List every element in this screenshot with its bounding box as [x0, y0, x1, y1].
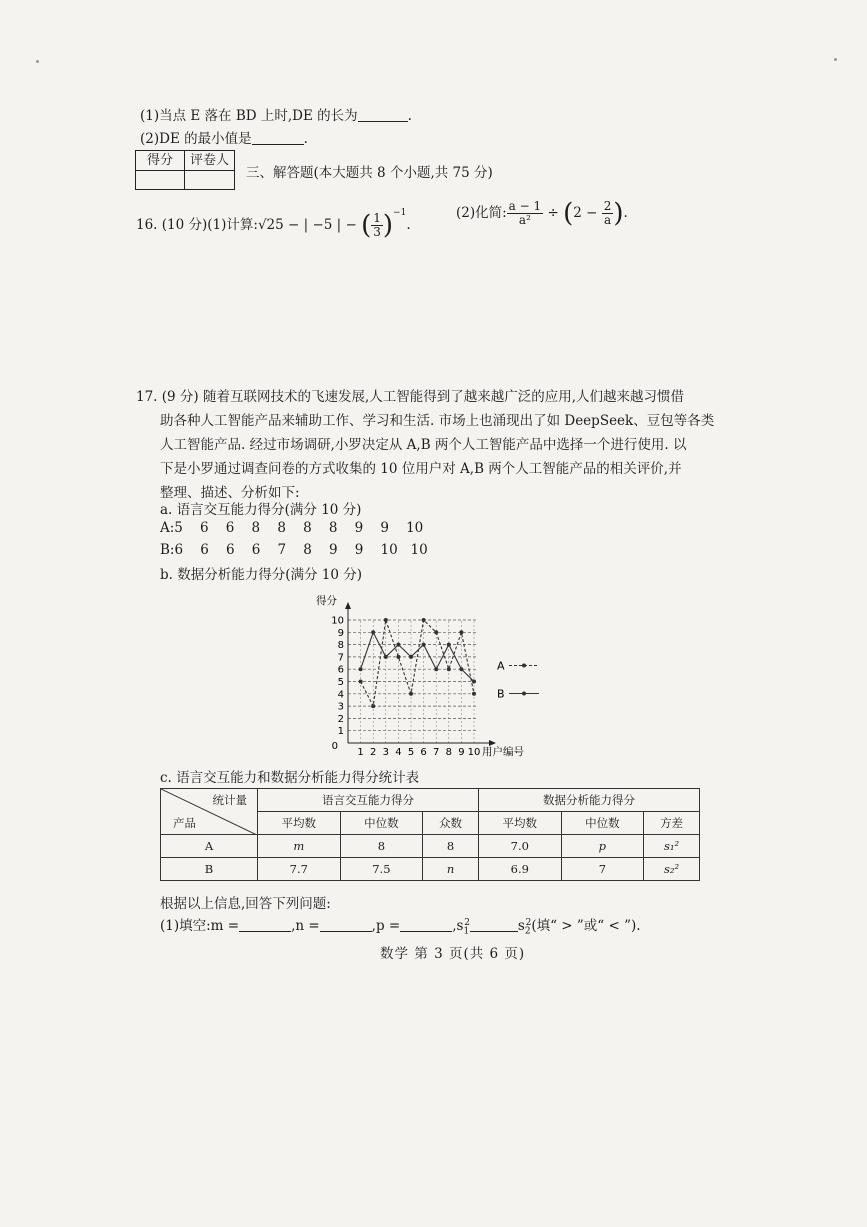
table-cell: 7.7 — [258, 858, 341, 881]
data-point-A — [371, 704, 375, 708]
x-tick-label: 4 — [395, 747, 402, 758]
data-point-A — [422, 618, 426, 622]
group-header: 数据分析能力得分 — [478, 789, 699, 812]
x-tick-label: 7 — [433, 747, 440, 758]
q15-part1: (1)当点 E 落在 BD 上时,DE 的长为 . — [140, 108, 412, 124]
x-tick-label: 2 — [370, 747, 377, 758]
table-cell: m — [258, 835, 341, 858]
data-point-A — [434, 630, 438, 634]
data-point-A — [359, 680, 363, 684]
y-axis-label: 得分 — [316, 595, 337, 607]
a-scores: A:5 6 6 8 8 8 8 9 9 10 — [160, 520, 424, 536]
y-tick-label: 1 — [337, 726, 344, 738]
q15-part2: (2)DE 的最小值是 . — [140, 131, 308, 147]
data-point-B — [459, 667, 463, 671]
q17-line: 整理、描述、分析如下: — [160, 485, 300, 501]
col-header: 方差 — [644, 812, 700, 835]
table-corner — [161, 789, 258, 835]
b-scores: B:6 6 6 6 7 8 9 9 10 10 — [160, 542, 428, 558]
page-footer: 数学 第 3 页(共 6 页) — [380, 946, 526, 962]
data-point-A — [409, 692, 413, 696]
table-cell: s₁² — [644, 835, 700, 858]
series-line-A — [361, 620, 474, 706]
stat-table — [160, 788, 700, 881]
q17-line: 17. (9 分) 随着互联网技术的飞速发展,人工智能得到了越来越广泛的应用,人们越来越习惯借 — [136, 389, 685, 405]
data-point-B — [422, 643, 426, 647]
table-cell: s₂² — [644, 858, 700, 881]
y-axis-arrow — [345, 602, 351, 609]
answer-blank[interactable] — [252, 130, 304, 145]
x-tick-label: 1 — [357, 747, 364, 758]
data-point-B — [396, 643, 400, 647]
score-line-chart — [300, 580, 560, 760]
section-c-title: c. 语言交互能力和数据分析能力得分统计表 — [160, 770, 420, 786]
table-cell: 6.9 — [478, 858, 561, 881]
table-row — [161, 835, 700, 858]
q17-line: 人工智能产品. 经过市场调研,小罗决定从 A,B 两个人工智能产品中选择一个进行使用. 以 — [160, 437, 687, 453]
blank-n[interactable] — [320, 917, 372, 932]
data-point-A — [447, 667, 451, 671]
x-tick-label: 9 — [458, 747, 465, 758]
x-tick-label: 5 — [407, 747, 415, 758]
corner-top-label: 统计量 — [212, 793, 247, 807]
q17-line: 下是小罗通过调查问卷的方式收集的 10 位用户对 A,B 两个人工智能产品的相关评价,并 — [160, 461, 682, 477]
y-tick-label: 10 — [331, 615, 344, 627]
data-point-B — [409, 655, 413, 659]
table-cell: 7.0 — [478, 835, 561, 858]
table-cell: p — [561, 835, 644, 858]
table-cell: 7.5 — [340, 858, 423, 881]
group-header: 语言交互能力得分 — [258, 789, 479, 812]
table-cell: 7 — [561, 858, 644, 881]
scan-speck — [36, 60, 39, 63]
row-label: A — [161, 835, 258, 858]
col-header: 中位数 — [340, 812, 423, 835]
col-header: 平均数 — [478, 812, 561, 835]
blank-p[interactable] — [400, 917, 452, 932]
table-cell: 8 — [423, 835, 479, 858]
table-row — [161, 858, 700, 881]
blank-compare[interactable] — [470, 917, 518, 932]
x-tick-label: 3 — [382, 747, 389, 758]
x-tick-label: 8 — [445, 747, 452, 758]
data-point-A — [396, 655, 400, 659]
data-point-B — [359, 667, 363, 671]
score-label: 得分 — [146, 153, 173, 168]
col-header: 平均数 — [258, 812, 341, 835]
legend-marker — [522, 692, 526, 696]
legend-marker — [522, 664, 526, 668]
answer-blank[interactable] — [358, 107, 408, 122]
corner-bottom-label: 产品 — [173, 816, 196, 830]
y-tick-label: 2 — [337, 713, 344, 725]
y-tick-label: 4 — [337, 689, 344, 701]
score-box — [135, 150, 235, 190]
y-tick-label: 3 — [337, 701, 344, 713]
y-tick-label: 7 — [337, 652, 344, 664]
data-point-B — [434, 667, 438, 671]
legend-label: B — [497, 687, 505, 701]
section-title: 三、解答题(本大题共 8 个小题,共 75 分) — [246, 165, 493, 181]
section-b-title: b. 数据分析能力得分(满分 10 分) — [160, 567, 363, 583]
x-axis-label: 用户编号 — [482, 746, 524, 758]
blank-m[interactable] — [239, 917, 291, 932]
legend-label: A — [497, 659, 505, 673]
data-point-B — [472, 680, 476, 684]
y-tick-label: 9 — [337, 627, 344, 639]
y-tick-label: 5 — [337, 677, 344, 688]
after-table-text: 根据以上信息,回答下列问题: — [160, 896, 331, 912]
y-tick-label: 8 — [337, 640, 344, 652]
y-tick-label: 6 — [337, 664, 344, 676]
x-tick-label: 6 — [420, 747, 427, 758]
col-header: 中位数 — [561, 812, 644, 835]
data-point-A — [459, 630, 463, 634]
q17-line: 助各种人工智能产品来辅助工作、学习和生活. 市场上也涌现出了如 DeepSeek、豆包等各类 — [160, 413, 715, 429]
row-label: B — [161, 858, 258, 881]
table-cell: n — [423, 858, 479, 881]
section-a-title: a. 语言交互能力得分(满分 10 分) — [160, 502, 362, 518]
scan-speck — [834, 58, 837, 61]
q17-fill-line: (1)填空:m = $,n = ,p = ,s_1^2$ $s_2^2$(填“ > ”或“ < ”). — [160, 917, 641, 937]
data-point-A — [384, 618, 388, 622]
col-header: 众数 — [423, 812, 479, 835]
q16-line: 16. (10 分)(1)计算:√25 − | −5 | − ( $\frac{1}{3}$ )$^{-1}$. — [136, 208, 411, 241]
data-point-B — [384, 655, 388, 659]
data-point-A — [472, 692, 476, 696]
data-point-B — [447, 643, 451, 647]
grader-label: 评卷人 — [189, 153, 229, 168]
data-point-B — [371, 630, 375, 634]
x-tick-label: 10 — [467, 747, 481, 758]
q16-part2: (2)化简: $\frac{a - 1}{\text{a²}}$ ÷ (2 − $\frac{2}{a}$ ). — [456, 198, 628, 229]
origin-label: 0 — [331, 741, 338, 752]
table-cell: 8 — [340, 835, 423, 858]
